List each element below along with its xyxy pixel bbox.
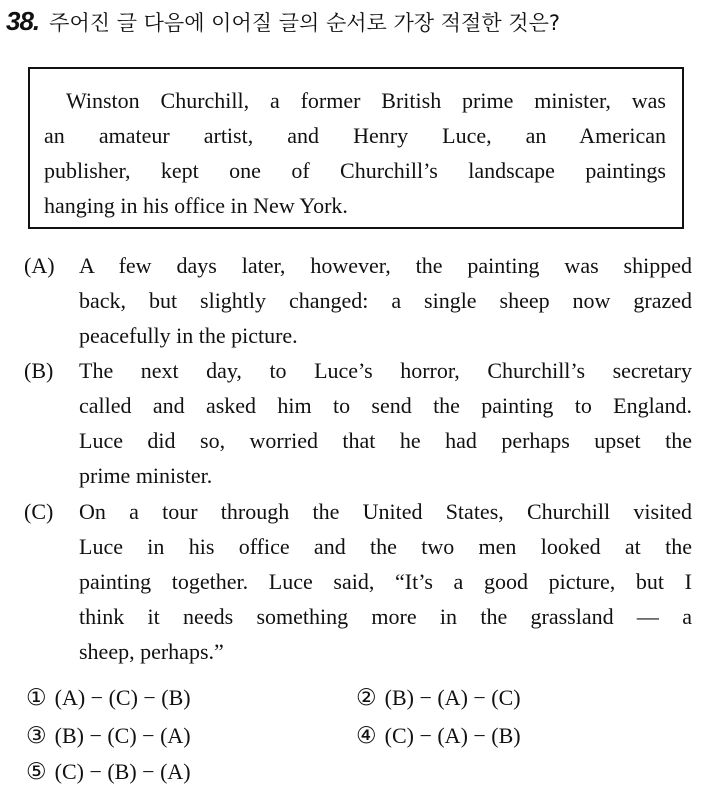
choice-text: (A) − (C) − (B)	[54, 685, 191, 710]
paragraph-b-line: prime minister.	[79, 463, 213, 488]
question-number: 38.	[6, 6, 40, 36]
choice-marker: ①	[26, 685, 47, 711]
choice-text: (C) − (A) − (B)	[384, 723, 521, 748]
paragraph-label-b: (B)	[24, 358, 54, 383]
choice-text: (B) − (A) − (C)	[384, 685, 521, 710]
choice-text: (C) − (B) − (A)	[54, 759, 191, 784]
paragraph-b-line: The next day, to Luce’s horror, Churchill’s secretary	[79, 358, 692, 383]
choice-marker: ②	[356, 685, 377, 711]
passage-line: an amateur artist, and Henry Luce, an American	[44, 123, 666, 148]
answer-choice-1[interactable]	[26, 687, 191, 710]
answer-choice-5[interactable]	[26, 761, 191, 784]
passage-line: hanging in his office in New York.	[44, 193, 348, 218]
paragraph-b-line: called and asked him to send the painting to England.	[79, 393, 692, 418]
paragraph-c-line: sheep, perhaps.”	[79, 639, 224, 664]
paragraph-label-c: (C)	[24, 499, 54, 524]
paragraph-a-line: back, but slightly changed: a single sheep now grazed	[79, 288, 692, 313]
paragraph-b-line: Luce did so, worried that he had perhaps upset the	[79, 428, 692, 453]
paragraph-c-line: On a tour through the United States, Churchill visited	[79, 499, 692, 524]
answer-choice-2[interactable]	[356, 687, 521, 710]
answer-choice-3[interactable]	[26, 725, 191, 748]
paragraph-c-line: think it needs something more in the grassland — a	[79, 604, 692, 629]
passage-line: Winston Churchill, a former British prime minister, was	[66, 88, 666, 113]
paragraph-c-line: Luce in his office and the two men looked at the	[79, 534, 692, 559]
choice-text: (B) − (C) − (A)	[54, 723, 191, 748]
question-prompt: 주어진 글 다음에 이어질 글의 순서로 가장 적절한 것은?	[49, 11, 560, 35]
paragraph-a-line: peacefully in the picture.	[79, 323, 298, 348]
choice-marker: ③	[26, 723, 47, 749]
answer-choice-4[interactable]	[356, 725, 521, 748]
paragraph-label-a: (A)	[24, 253, 55, 278]
passage-line: publisher, kept one of Churchill’s landscape paintings	[44, 158, 666, 183]
choice-marker: ⑤	[26, 759, 47, 785]
given-passage-box	[28, 67, 684, 229]
question-header	[6, 6, 560, 37]
choice-marker: ④	[356, 723, 377, 749]
paragraph-c-line: painting together. Luce said, “It’s a good picture, but I	[79, 569, 692, 594]
paragraph-a-line: A few days later, however, the painting was shipped	[79, 253, 692, 278]
